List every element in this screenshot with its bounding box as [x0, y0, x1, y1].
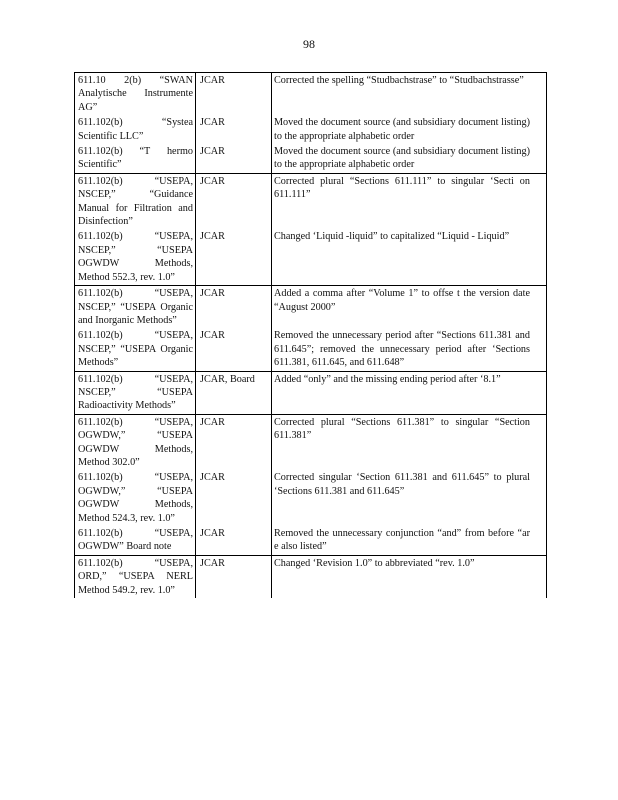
- table-row: [75, 414, 547, 470]
- correction-description: Added “only” and the missing ending period after ‘8.1”: [272, 371, 547, 414]
- section-reference: 611.102(b) “USEPA, OGWDW,” “USEPA OGWDW Methods, Method 524.3, rev. 1.0”: [75, 470, 196, 526]
- source: JCAR: [196, 555, 272, 598]
- section-reference: 611.102(b) “USEPA, ORD,” “USEPA NERL Method 549.2, rev. 1.0”: [75, 555, 196, 598]
- correction-description: Corrected plural “Sections 611.381” to singular “Section 611.381”: [272, 414, 547, 470]
- source: JCAR: [196, 470, 272, 526]
- correction-description: Corrected the spelling “Studbachstrase” to “Studbachstrasse”: [272, 73, 547, 116]
- correction-description: Moved the document source (and subsidiary document listing) to the appropriate alphabetic order: [272, 115, 547, 144]
- source: JCAR: [196, 286, 272, 329]
- table-row: [75, 328, 547, 371]
- section-reference: 611.102(b) “USEPA, NSCEP,” “Guidance Manual for Filtration and Disinfection”: [75, 173, 196, 229]
- source: JCAR, Board: [196, 371, 272, 414]
- table-row: [75, 73, 547, 116]
- correction-description: Removed the unnecessary conjunction “and” from before “ar e also listed”: [272, 526, 547, 555]
- table-row: [75, 555, 547, 598]
- table-row: [75, 229, 547, 285]
- corrections-table: [74, 72, 547, 598]
- table-row: [75, 144, 547, 173]
- source: JCAR: [196, 229, 272, 285]
- table-row: [75, 470, 547, 526]
- table-row: [75, 371, 547, 414]
- source: JCAR: [196, 144, 272, 173]
- page-number: 98: [303, 37, 315, 51]
- table-row: [75, 286, 547, 329]
- correction-description: Corrected singular ‘Section 611.381 and 611.645” to plural ‘Sections 611.381 and 611.645”: [272, 470, 547, 526]
- source: JCAR: [196, 328, 272, 371]
- correction-description: Moved the document source (and subsidiary document listing) to the appropriate alphabetic order: [272, 144, 547, 173]
- section-reference: 611.102(b) “USEPA, NSCEP,” “USEPA Organic and Inorganic Methods”: [75, 286, 196, 329]
- correction-description: Added a comma after “Volume 1” to offse t the version date “August 2000”: [272, 286, 547, 329]
- section-reference: 611.10 2(b) “SWAN Analytische Instrumente AG”: [75, 73, 196, 116]
- source: JCAR: [196, 414, 272, 470]
- source: JCAR: [196, 73, 272, 116]
- section-reference: 611.102(b) “USEPA, NSCEP,” “USEPA Radioactivity Methods”: [75, 371, 196, 414]
- section-reference: 611.102(b) “T hermo Scientific”: [75, 144, 196, 173]
- section-reference: 611.102(b) “USEPA, OGWDW” Board note: [75, 526, 196, 555]
- section-reference: 611.102(b) “Systea Scientific LLC”: [75, 115, 196, 144]
- correction-description: Changed ‘Liquid -liquid” to capitalized “Liquid - Liquid”: [272, 229, 547, 285]
- section-reference: 611.102(b) “USEPA, NSCEP,” “USEPA OGWDW Methods, Method 552.3, rev. 1.0”: [75, 229, 196, 285]
- section-reference: 611.102(b) “USEPA, OGWDW,” “USEPA OGWDW Methods, Method 302.0”: [75, 414, 196, 470]
- correction-description: Changed ‘Revision 1.0” to abbreviated “rev. 1.0”: [272, 555, 547, 598]
- source: JCAR: [196, 526, 272, 555]
- source: JCAR: [196, 115, 272, 144]
- correction-description: Corrected plural “Sections 611.111” to singular ‘Secti on 611.111”: [272, 173, 547, 229]
- table-row: [75, 526, 547, 555]
- table-row: [75, 115, 547, 144]
- correction-description: Removed the unnecessary period after “Sections 611.381 and 611.645”; removed the unnecessary period after ‘Sections 611.381, 611.645, and 611.648”: [272, 328, 547, 371]
- source: JCAR: [196, 173, 272, 229]
- section-reference: 611.102(b) “USEPA, NSCEP,” “USEPA Organic Methods”: [75, 328, 196, 371]
- table-row: [75, 173, 547, 229]
